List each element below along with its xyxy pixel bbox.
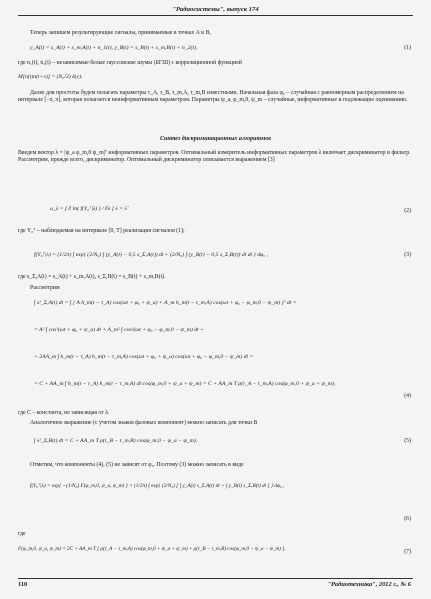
paragraph-sum-signals: где s_Σ,A(t) = s_A(t) + s_m,A(t), s_Σ,B(t) = s_B(t) + s_m,B(t). — [18, 274, 166, 280]
paragraph-consider: Рассмотрим — [30, 285, 60, 291]
equation-6: f(Y₀ᵀ|λ) = exp{ −(1/N₀) F(φ_m,0, ψ_a, ψ_m) } × (1/2π) ∫ exp{ (2/N₀) [ ∫ y_A(t) s_Σ,A(t) dt + ∫ y_B(t) s_Σ,B(t) dt ] } dφ₀ , — [30, 483, 285, 489]
paragraph-vector: Введем вектор λ = |ψ_a φ_m,0 ψ_m|ᵀ информативных параметров. Оптимальный измеритель информативных параметров λ включает дискриминатор и фильтр. Рассмотрим, прежде всего, дискриминатор. Оптимальный дискриминатор описывается выражением [3] — [18, 150, 411, 164]
paragraph-analogous: Аналогичное выражение (с учетом знаков фазовых компонент) можно записать для точки B — [30, 420, 258, 426]
equation-7-number: (7) — [404, 549, 411, 555]
equation-4-line-2: = A² ∫ cos²(ωt + φ₀ + ψ_a) dt + A_m² ∫ cos²(ωt + φ₀ − φ_m,0 − ψ_m) dt + — [34, 327, 204, 333]
equation-1: y_A(t) = s_A(t) + s_m,A(t) + n_1(t), y_B(t) = s_B(t) + s_m,B(t) + n_2(t), — [30, 45, 198, 51]
equation-correlation: M[n(t)n(t+v)] = (N₀/2) δ(v). — [18, 74, 83, 80]
paragraph-constant: где C – константа, не зависящая от λ. — [18, 410, 110, 416]
page-number: 110 — [18, 581, 28, 588]
equation-4-line-1: ∫ s²_Σ,A(t) dt = ∫ [ A h_m(t − τ_A) cos(ωt + φ₀ + ψ_a) + A_m h_m(t − τ_m,A) cos(ωt + φ₀ − φ_m,0 − ψ_m) ]² dt = — [34, 300, 297, 306]
paragraph-noise: где n₁(t), n₂(t) – независимые белые гауссовские шумы (БГШ) с корреляционной функцией — [18, 60, 242, 66]
paragraph-where: где — [18, 531, 26, 537]
equation-6-number: (6) — [404, 516, 411, 522]
equation-4-line-4: = C + AA_m ∫ h_m(t − τ_A) h_m(t − τ_m,A) dt cos(φ_m,0 + ψ_a + ψ_m) = C + AA_m T ρ(τ_A − τ_m,A) cos(φ_m,0 + ψ_a + ψ_m), — [34, 381, 336, 387]
equation-2-number: (2) — [404, 208, 411, 214]
running-header: "Радиосистемы", выпуск 174 — [172, 6, 259, 13]
equation-2: u_λ = [ ∂ ln( f(Y₀ᵀ|λ) ) / ∂λ ] λ = λ̂ — [50, 206, 127, 212]
journal-footer: "Радиотехника", 2012 г., № 6 — [327, 581, 411, 588]
section-title: Синтез дискриминационных алгоритмов — [160, 136, 271, 142]
equation-1-number: (1) — [404, 45, 411, 51]
paragraph-parameters: Далее для простоты будем полагать параметры τ_A, τ_B, τ_m,A, τ_m,B известными. Начальная фаза φ₀ – случайная с равномерным распределением на интервале [−π, π], которая полагается неинформативным параметром. Параметры ψ_a, φ_m,0, ψ_m – случайные, информативные и подлежащие оцениванию. — [18, 90, 408, 104]
paragraph-note: Отметим, что компоненты (4), (5) не зависят от φ₀. Поэтому (3) можно записать в виде — [30, 462, 244, 468]
equation-7: F(φ_m,0, ψ_a, ψ_m) = 2C + AA_m T [ ρ(τ_A − τ_m,A) cos(φ_m,0 + ψ_a + ψ_m) + ρ(τ_B − τ_m,B) cos(φ_m,0 − ψ_a − ψ_m) ]. — [18, 546, 286, 552]
paragraph-observation: где Y₀ᵀ – наблюдаемая на интервале [0, T] реализация сигналов (1); — [18, 228, 185, 234]
equation-4-number: (4) — [404, 393, 411, 399]
equation-3-number: (3) — [404, 252, 411, 258]
footer-rule — [18, 578, 413, 579]
equation-4-line-3: + 2AA_m ∫ h_m(t − τ_A) h_m(t − τ_m,A) cos(ωt + φ₀ + ψ_a) cos(ωt + φ₀ − φ_m,0 − ψ_m) dt = — [34, 354, 254, 360]
equation-5: ∫ s²_Σ,B(t) dt = C + AA_m T ρ(τ_B − τ_m,B) cos(φ_m,0 − ψ_a − ψ_m). — [34, 438, 198, 444]
header-rule — [18, 15, 413, 16]
equation-3: f(Y₀ᵀ|λ) = (1/2π) ∫ exp{ (2/N₀) ∫ (y_A(t) − 0,5 s_Σ,A(t)) dt + (2/N₀) ∫ (y_B(t) − 0,5 s_Σ,B(t)) dt dt } dφ₀ , — [34, 252, 269, 258]
equation-5-number: (5) — [404, 438, 411, 444]
paragraph-intro: Теперь запишем результирующие сигналы, принимаемые в точках A и B, — [30, 30, 211, 36]
